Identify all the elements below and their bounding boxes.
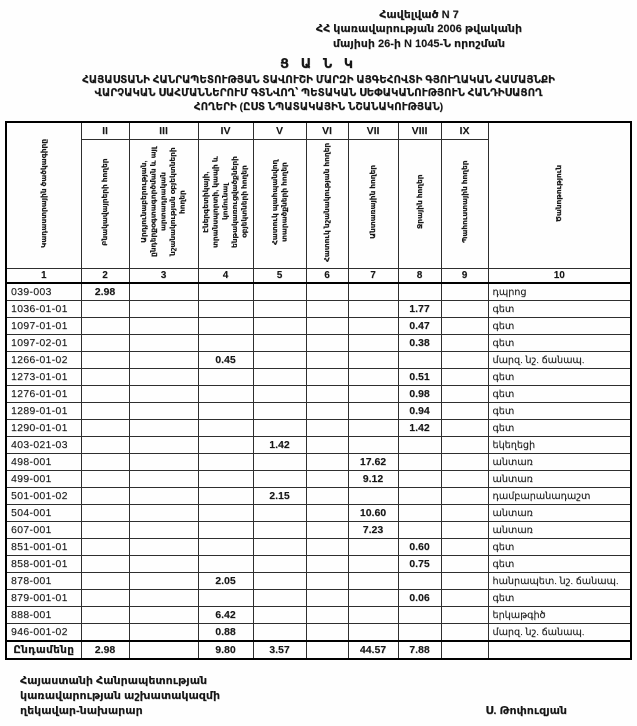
value-cell-col7 [348, 420, 398, 437]
value-cell-col8 [398, 505, 441, 522]
value-cell-col4 [198, 556, 253, 573]
value-cell-col8: 0.60 [398, 539, 441, 556]
value-cell-col4 [198, 301, 253, 318]
note-cell: անտառ [488, 454, 631, 471]
header-water-lands: Ջրային հողեր [398, 140, 441, 269]
note-cell: եկեղեցի [488, 437, 631, 454]
value-cell-col4 [198, 522, 253, 539]
table-row [6, 318, 631, 335]
header-forest-lands: Անտառային հողեր [348, 140, 398, 269]
title-main: Ց Ա Ն Կ [279, 55, 358, 71]
footer-signature: Ս. Թոփուզյան [485, 704, 567, 717]
value-cell-col6 [306, 556, 348, 573]
value-cell-col6 [306, 471, 348, 488]
value-cell-col4: 0.88 [198, 624, 253, 642]
table-row [6, 386, 631, 403]
value-cell-col7: 17.62 [348, 454, 398, 471]
note-cell: մարզ. նշ. ճանապ. [488, 624, 631, 642]
value-cell-col6 [306, 539, 348, 556]
roman-VI: VI [306, 122, 348, 140]
roman-III: III [129, 122, 198, 140]
value-cell-col5: 3.57 [253, 641, 306, 659]
col-num-8: 8 [398, 269, 441, 284]
document-footer [0, 660, 637, 719]
value-cell-col5 [253, 556, 306, 573]
value-cell-col4: 2.05 [198, 573, 253, 590]
value-cell-col7 [348, 607, 398, 624]
land-table [5, 121, 632, 660]
value-cell-col9 [441, 556, 488, 573]
value-cell-col8 [398, 522, 441, 539]
footer-line2: կառավարության աշխատակազմի [20, 689, 221, 702]
note-cell: գետ [488, 590, 631, 607]
value-cell-col6 [306, 505, 348, 522]
value-cell-col4 [198, 488, 253, 505]
value-cell-col6 [306, 607, 348, 624]
table-body [6, 283, 631, 659]
cadastral-code-cell: 1290-01-01 [6, 420, 81, 437]
col-num-5: 5 [253, 269, 306, 284]
value-cell-col5: 1.42 [253, 437, 306, 454]
value-cell-col4 [198, 369, 253, 386]
note-cell [488, 641, 631, 659]
value-cell-col5 [253, 369, 306, 386]
value-cell-col9 [441, 607, 488, 624]
table-row [6, 539, 631, 556]
value-cell-col2: 2.98 [81, 641, 129, 659]
title-line3: ՀՈՂԵՐԻ (ԸՍՏ ՆՊԱՏԱԿԱՅԻՆ ՆՇԱՆԱԿՈՒԹՅԱՆ) [193, 101, 444, 113]
table-row [6, 369, 631, 386]
value-cell-col7 [348, 386, 398, 403]
value-cell-col8 [398, 488, 441, 505]
cadastral-code-cell: 039-003 [6, 283, 81, 301]
cadastral-code-cell: 1276-01-01 [6, 386, 81, 403]
value-cell-col4 [198, 539, 253, 556]
header-cadastral-code-label: Կադաստրային ծածկագիրը [38, 138, 48, 248]
cadastral-code-cell: 403-021-03 [6, 437, 81, 454]
value-cell-col9 [441, 488, 488, 505]
value-cell-col3 [129, 420, 198, 437]
value-cell-col3 [129, 454, 198, 471]
value-cell-col5 [253, 590, 306, 607]
value-cell-col7 [348, 488, 398, 505]
note-cell: գետ [488, 318, 631, 335]
value-cell-col8 [398, 283, 441, 301]
value-cell-col4: 9.80 [198, 641, 253, 659]
table-row [6, 403, 631, 420]
value-cell-col8: 1.42 [398, 420, 441, 437]
roman-VII: VII [348, 122, 398, 140]
value-cell-col9 [441, 283, 488, 301]
value-cell-col3 [129, 335, 198, 352]
value-cell-col7 [348, 556, 398, 573]
value-cell-col7 [348, 573, 398, 590]
value-cell-col8 [398, 437, 441, 454]
value-cell-col4: 6.42 [198, 607, 253, 624]
value-cell-col9 [441, 369, 488, 386]
value-cell-col8: 0.47 [398, 318, 441, 335]
value-cell-col3 [129, 556, 198, 573]
value-cell-col3 [129, 505, 198, 522]
value-cell-col3 [129, 590, 198, 607]
header-residential-lands: Բնակավայրերի հողեր [81, 140, 129, 269]
value-cell-col8 [398, 607, 441, 624]
value-cell-col5 [253, 283, 306, 301]
header-cadastral-code [6, 122, 81, 269]
value-cell-col2 [81, 386, 129, 403]
value-cell-col4 [198, 403, 253, 420]
value-cell-col2 [81, 403, 129, 420]
value-cell-col3 [129, 539, 198, 556]
value-cell-col6 [306, 590, 348, 607]
value-cell-col9 [441, 573, 488, 590]
col-num-6: 6 [306, 269, 348, 284]
value-cell-col9 [441, 454, 488, 471]
value-cell-col3 [129, 624, 198, 642]
note-cell: անտառ [488, 471, 631, 488]
value-cell-col9 [441, 352, 488, 369]
value-cell-col6 [306, 624, 348, 642]
value-cell-col9 [441, 624, 488, 642]
footer-line1: Հայաստանի Հանրապետության [20, 675, 208, 688]
value-cell-col9 [441, 522, 488, 539]
value-cell-col6 [306, 420, 348, 437]
value-cell-col2 [81, 454, 129, 471]
value-cell-col5 [253, 454, 306, 471]
value-cell-col2 [81, 556, 129, 573]
value-cell-col8 [398, 352, 441, 369]
note-cell: գետ [488, 403, 631, 420]
value-cell-col3 [129, 369, 198, 386]
value-cell-col5 [253, 505, 306, 522]
header-special-purpose-lands: Հատուկ նշանակության հողեր [306, 140, 348, 269]
header-infrastructure-lands: Էներգետիկայի, տրանսպորտի, կապի և կոմունալ ենթակառուցվածքների օբյեկտների հողեր [198, 140, 253, 269]
value-cell-col3 [129, 352, 198, 369]
value-cell-col9 [441, 539, 488, 556]
footer-line3: ղեկավար-նախարար [20, 704, 143, 717]
header-notes [488, 122, 631, 269]
note-cell: գետ [488, 386, 631, 403]
value-cell-col5 [253, 607, 306, 624]
value-cell-col7: 7.23 [348, 522, 398, 539]
cadastral-code-cell: 499-001 [6, 471, 81, 488]
table-row [6, 590, 631, 607]
value-cell-col9 [441, 590, 488, 607]
value-cell-col6 [306, 352, 348, 369]
cadastral-code-cell: 878-001 [6, 573, 81, 590]
value-cell-col8: 0.75 [398, 556, 441, 573]
col-num-3: 3 [129, 269, 198, 284]
value-cell-col9 [441, 641, 488, 659]
note-cell: անտառ [488, 505, 631, 522]
value-cell-col5 [253, 386, 306, 403]
value-cell-col6 [306, 641, 348, 659]
col-num-7: 7 [348, 269, 398, 284]
table-row [6, 573, 631, 590]
value-cell-col9 [441, 335, 488, 352]
header-protected-lands: Հատուկ պահպանվող տարածքների հողեր [253, 140, 306, 269]
value-cell-col2 [81, 573, 129, 590]
roman-numeral-row [6, 122, 631, 140]
cadastral-code-cell: 607-001 [6, 522, 81, 539]
value-cell-col4 [198, 471, 253, 488]
cadastral-code-cell: 1097-02-01 [6, 335, 81, 352]
value-cell-col4 [198, 335, 253, 352]
value-cell-col9 [441, 437, 488, 454]
value-cell-col5 [253, 539, 306, 556]
table-row [6, 488, 631, 505]
value-cell-col3 [129, 301, 198, 318]
value-cell-col4 [198, 590, 253, 607]
value-cell-col7 [348, 318, 398, 335]
value-cell-col9 [441, 318, 488, 335]
value-cell-col7 [348, 301, 398, 318]
roman-V: V [253, 122, 306, 140]
value-cell-col8: 0.38 [398, 335, 441, 352]
cadastral-code-cell: 946-001-02 [6, 624, 81, 642]
value-cell-col9 [441, 403, 488, 420]
header-industrial-lands: Արդյունաբերության, ընդերքօգտագործման և այլ արտադրական նշանակության օբյեկտների հողեր [129, 140, 198, 269]
table-row [6, 522, 631, 539]
value-cell-col8: 0.06 [398, 590, 441, 607]
note-cell: մարզ. նշ. ճանապ. [488, 352, 631, 369]
column-number-row [6, 269, 631, 284]
value-cell-col9 [441, 471, 488, 488]
value-cell-col6 [306, 573, 348, 590]
note-cell: հանրապետ. նշ. ճանապ. [488, 573, 631, 590]
value-cell-col8 [398, 471, 441, 488]
value-cell-col2 [81, 352, 129, 369]
value-cell-col3 [129, 386, 198, 403]
value-cell-col9 [441, 505, 488, 522]
value-cell-col2 [81, 624, 129, 642]
title-line1: ՀԱՅԱՍՏԱՆԻ ՀԱՆՐԱՊԵՏՈՒԹՅԱՆ ՏԱՎՈՒՇԻ ՄԱՐԶԻ ԱՅԳԵՀՈՎՏԻ ԳՅՈՒՂԱԿԱՆ ՀԱՄԱՅՆՔԻ [82, 74, 555, 86]
note-cell: գետ [488, 420, 631, 437]
table-row [6, 624, 631, 642]
value-cell-col5 [253, 471, 306, 488]
value-cell-col7 [348, 590, 398, 607]
note-cell: գետ [488, 369, 631, 386]
value-cell-col8 [398, 573, 441, 590]
value-cell-col2 [81, 590, 129, 607]
col-num-10: 10 [488, 269, 631, 284]
value-cell-col6 [306, 522, 348, 539]
col-num-9: 9 [441, 269, 488, 284]
value-cell-col8: 1.77 [398, 301, 441, 318]
col-num-2: 2 [81, 269, 129, 284]
value-cell-col5 [253, 522, 306, 539]
value-cell-col2 [81, 420, 129, 437]
cadastral-code-cell: 1273-01-01 [6, 369, 81, 386]
value-cell-col4 [198, 318, 253, 335]
value-cell-col6 [306, 301, 348, 318]
value-cell-col7 [348, 335, 398, 352]
value-cell-col6 [306, 454, 348, 471]
value-cell-col2: 2.98 [81, 283, 129, 301]
header-reserve-lands: Պահուստային հողեր [441, 140, 488, 269]
value-cell-col6 [306, 283, 348, 301]
value-cell-col2 [81, 607, 129, 624]
note-cell: գետ [488, 335, 631, 352]
annex-header-line3: մայիսի 26-ի N 1045-Ն որոշման [332, 37, 506, 50]
table-row [6, 420, 631, 437]
value-cell-col5: 2.15 [253, 488, 306, 505]
value-cell-col7 [348, 403, 398, 420]
value-cell-col7: 44.57 [348, 641, 398, 659]
cadastral-code-cell: 858-001-01 [6, 556, 81, 573]
value-cell-col3 [129, 403, 198, 420]
value-cell-col6 [306, 437, 348, 454]
roman-II: II [81, 122, 129, 140]
value-cell-col4 [198, 420, 253, 437]
value-cell-col8: 0.94 [398, 403, 441, 420]
roman-IV: IV [198, 122, 253, 140]
table-row [6, 556, 631, 573]
cadastral-code-cell: 879-001-01 [6, 590, 81, 607]
cadastral-code-cell: 888-001 [6, 607, 81, 624]
cadastral-code-cell: 851-001-01 [6, 539, 81, 556]
value-cell-col4 [198, 386, 253, 403]
cadastral-code-cell: 498-001 [6, 454, 81, 471]
value-cell-col9 [441, 420, 488, 437]
value-cell-col3 [129, 522, 198, 539]
value-cell-col8: 7.88 [398, 641, 441, 659]
value-cell-col4 [198, 454, 253, 471]
annex-header-line2: ՀՀ կառավարության 2006 թվականի [315, 23, 523, 36]
value-cell-col7 [348, 624, 398, 642]
cadastral-code-cell: 504-001 [6, 505, 81, 522]
value-cell-col2 [81, 539, 129, 556]
total-row [6, 641, 631, 659]
value-cell-col6 [306, 335, 348, 352]
note-cell: գետ [488, 539, 631, 556]
table-row [6, 454, 631, 471]
value-cell-col2 [81, 301, 129, 318]
value-cell-col5 [253, 624, 306, 642]
value-cell-col3 [129, 607, 198, 624]
value-cell-col2 [81, 488, 129, 505]
value-cell-col9 [441, 301, 488, 318]
cadastral-code-cell: 1266-01-02 [6, 352, 81, 369]
note-cell: գետ [488, 556, 631, 573]
cadastral-code-cell: 1289-01-01 [6, 403, 81, 420]
value-cell-col6 [306, 488, 348, 505]
value-cell-col5 [253, 420, 306, 437]
value-cell-col2 [81, 335, 129, 352]
value-cell-col9 [441, 386, 488, 403]
table-row [6, 505, 631, 522]
value-cell-col4: 0.45 [198, 352, 253, 369]
annex-header-line1: Հավելված N 7 [379, 9, 459, 21]
note-cell: դամբարանադաշտ [488, 488, 631, 505]
value-cell-col2 [81, 505, 129, 522]
value-cell-col2 [81, 471, 129, 488]
note-cell: գետ [488, 301, 631, 318]
value-cell-col4 [198, 283, 253, 301]
value-cell-col3 [129, 283, 198, 301]
footer-office-block [20, 674, 220, 719]
table-row [6, 607, 631, 624]
note-cell: երկաթգիծ [488, 607, 631, 624]
col-num-1: 1 [6, 269, 81, 284]
value-cell-col7: 9.12 [348, 471, 398, 488]
value-cell-col4 [198, 437, 253, 454]
table-row [6, 352, 631, 369]
value-cell-col7 [348, 283, 398, 301]
note-cell: անտառ [488, 522, 631, 539]
value-cell-col5 [253, 335, 306, 352]
table-row [6, 437, 631, 454]
value-cell-col7 [348, 369, 398, 386]
cadastral-code-cell: 501-001-02 [6, 488, 81, 505]
value-cell-col4 [198, 505, 253, 522]
header-notes-label: Ծանոթություն [554, 164, 564, 222]
value-cell-col3 [129, 471, 198, 488]
value-cell-col8: 0.98 [398, 386, 441, 403]
table-row [6, 301, 631, 318]
value-cell-col2 [81, 437, 129, 454]
document-title [0, 56, 637, 114]
value-cell-col8 [398, 454, 441, 471]
roman-VIII: VIII [398, 122, 441, 140]
value-cell-col6 [306, 369, 348, 386]
value-cell-col3 [129, 437, 198, 454]
value-cell-col3 [129, 318, 198, 335]
note-cell: դպրոց [488, 283, 631, 301]
value-cell-col7 [348, 539, 398, 556]
value-cell-col2 [81, 522, 129, 539]
table-row [6, 471, 631, 488]
value-cell-col2 [81, 318, 129, 335]
value-cell-col5 [253, 318, 306, 335]
title-line2: ՎԱՐՉԱԿԱՆ ՍԱՀՄԱՆՆԵՐՈՒՄ ԳՏՆՎՈՂ՝ ՊԵՏԱԿԱՆ ՍԵՓԱԿԱՆՈՒԹՅՈՒՆ ՀԱՆԴԻՍԱՑՈՂ [94, 88, 543, 100]
total-label-cell: Ընդամենը [6, 641, 81, 659]
roman-IX: IX [441, 122, 488, 140]
value-cell-col2 [81, 369, 129, 386]
value-cell-col8: 0.51 [398, 369, 441, 386]
value-cell-col3 [129, 573, 198, 590]
value-cell-col3 [129, 641, 198, 659]
annex-header [249, 8, 589, 51]
cadastral-code-cell: 1036-01-01 [6, 301, 81, 318]
value-cell-col7 [348, 437, 398, 454]
cadastral-code-cell: 1097-01-01 [6, 318, 81, 335]
col-num-4: 4 [198, 269, 253, 284]
value-cell-col8 [398, 624, 441, 642]
value-cell-col7: 10.60 [348, 505, 398, 522]
value-cell-col6 [306, 403, 348, 420]
value-cell-col6 [306, 386, 348, 403]
value-cell-col7 [348, 352, 398, 369]
value-cell-col6 [306, 318, 348, 335]
table-row [6, 335, 631, 352]
table-row [6, 283, 631, 301]
value-cell-col5 [253, 352, 306, 369]
value-cell-col5 [253, 403, 306, 420]
value-cell-col5 [253, 301, 306, 318]
value-cell-col3 [129, 488, 198, 505]
value-cell-col5 [253, 573, 306, 590]
